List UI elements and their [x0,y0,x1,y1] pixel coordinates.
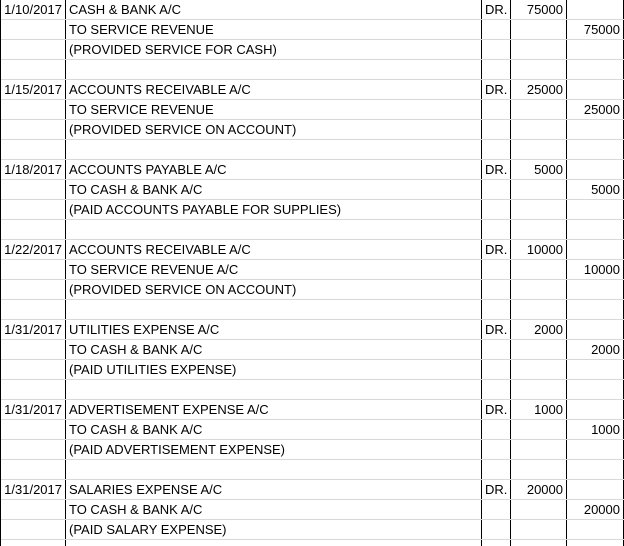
journal-row [1,100,624,120]
credit-amount-cell[interactable] [567,400,624,419]
date-cell[interactable] [1,460,66,479]
debit-amount-cell[interactable]: 2000 [511,320,567,339]
debit-amount-cell[interactable] [511,120,567,139]
debit-amount-cell[interactable]: 20000 [511,480,567,499]
dr-label-cell[interactable] [482,40,511,59]
date-cell[interactable]: 1/31/2017 [1,480,66,499]
journal-row [1,540,624,546]
date-cell[interactable]: 1/18/2017 [1,160,66,179]
date-cell[interactable] [1,280,66,299]
date-cell[interactable] [1,440,66,459]
dr-label-cell[interactable]: DR. [482,240,511,259]
journal-row [1,60,624,80]
journal-row [1,20,624,40]
credit-amount-cell[interactable] [567,360,624,379]
debit-amount-cell[interactable] [511,220,567,239]
journal-row [1,240,624,260]
date-cell[interactable] [1,540,66,546]
credit-amount-cell[interactable] [567,0,624,19]
dr-label-cell[interactable] [482,540,511,546]
debit-amount-cell[interactable] [511,260,567,279]
debit-amount-cell[interactable] [511,20,567,39]
debit-amount-cell[interactable] [511,540,567,546]
dr-label-cell[interactable]: DR. [482,400,511,419]
journal-row [1,380,624,400]
credit-amount-cell[interactable] [567,60,624,79]
journal-row [1,200,624,220]
journal-row [1,360,624,380]
dr-label-cell[interactable]: DR. [482,160,511,179]
description-cell[interactable]: TO SERVICE REVENUE A/C [66,260,482,279]
credit-amount-cell[interactable]: 25000 [567,100,624,119]
date-cell[interactable] [1,40,66,59]
journal-row [1,220,624,240]
description-cell[interactable] [66,380,482,399]
description-cell[interactable] [66,460,482,479]
dr-label-cell[interactable] [482,200,511,219]
description-cell[interactable]: UTILITIES EXPENSE A/C [66,320,482,339]
date-cell[interactable] [1,220,66,239]
journal-row [1,260,624,280]
debit-amount-cell[interactable] [511,420,567,439]
date-cell[interactable] [1,100,66,119]
description-cell[interactable]: (PAID ACCOUNTS PAYABLE FOR SUPPLIES) [66,200,482,219]
date-cell[interactable] [1,360,66,379]
date-cell[interactable]: 1/15/2017 [1,80,66,99]
dr-label-cell[interactable] [482,500,511,519]
credit-amount-cell[interactable] [567,480,624,499]
dr-label-cell[interactable] [482,520,511,539]
dr-label-cell[interactable] [482,420,511,439]
description-cell[interactable]: (PAID ADVERTISEMENT EXPENSE) [66,440,482,459]
dr-label-cell[interactable]: DR. [482,320,511,339]
credit-amount-cell[interactable] [567,40,624,59]
date-cell[interactable] [1,420,66,439]
description-cell[interactable] [66,140,482,159]
debit-amount-cell[interactable] [511,300,567,319]
dr-label-cell[interactable] [482,140,511,159]
description-cell[interactable] [66,300,482,319]
date-cell[interactable] [1,120,66,139]
description-cell[interactable]: (PROVIDED SERVICE FOR CASH) [66,40,482,59]
dr-label-cell[interactable] [482,380,511,399]
dr-label-cell[interactable] [482,120,511,139]
debit-amount-cell[interactable] [511,60,567,79]
dr-label-cell[interactable]: DR. [482,80,511,99]
description-cell[interactable]: ADVERTISEMENT EXPENSE A/C [66,400,482,419]
credit-amount-cell[interactable] [567,460,624,479]
date-cell[interactable] [1,380,66,399]
description-cell[interactable]: (PROVIDED SERVICE ON ACCOUNT) [66,280,482,299]
journal-row [1,400,624,420]
credit-amount-cell[interactable] [567,80,624,99]
journal-row [1,120,624,140]
credit-amount-cell[interactable]: 20000 [567,500,624,519]
date-cell[interactable] [1,140,66,159]
journal-row [1,480,624,500]
debit-amount-cell[interactable]: 25000 [511,80,567,99]
debit-amount-cell[interactable] [511,100,567,119]
dr-label-cell[interactable] [482,180,511,199]
date-cell[interactable] [1,340,66,359]
description-cell[interactable]: TO CASH & BANK A/C [66,420,482,439]
dr-label-cell[interactable] [482,460,511,479]
credit-amount-cell[interactable] [567,280,624,299]
description-cell[interactable] [66,220,482,239]
dr-label-cell[interactable] [482,20,511,39]
dr-label-cell[interactable] [482,220,511,239]
debit-amount-cell[interactable] [511,200,567,219]
journal-row [1,180,624,200]
credit-amount-cell[interactable] [567,440,624,459]
dr-label-cell[interactable] [482,280,511,299]
journal-row [1,500,624,520]
description-cell[interactable]: ACCOUNTS PAYABLE A/C [66,160,482,179]
journal-row [1,340,624,360]
journal-row [1,320,624,340]
credit-amount-cell[interactable] [567,200,624,219]
debit-amount-cell[interactable]: 75000 [511,0,567,19]
date-cell[interactable]: 1/31/2017 [1,400,66,419]
dr-label-cell[interactable] [482,100,511,119]
debit-amount-cell[interactable]: 1000 [511,400,567,419]
date-cell[interactable] [1,60,66,79]
date-cell[interactable] [1,520,66,539]
date-cell[interactable] [1,300,66,319]
debit-amount-cell[interactable] [511,520,567,539]
journal-row [1,440,624,460]
dr-label-cell[interactable] [482,440,511,459]
debit-amount-cell[interactable] [511,380,567,399]
credit-amount-cell[interactable] [567,240,624,259]
debit-amount-cell[interactable] [511,460,567,479]
date-cell[interactable]: 1/10/2017 [1,0,66,19]
dr-label-cell[interactable]: DR. [482,0,511,19]
journal-row [1,80,624,100]
description-cell[interactable]: TO CASH & BANK A/C [66,500,482,519]
credit-amount-cell[interactable] [567,520,624,539]
credit-amount-cell[interactable] [567,120,624,139]
description-cell[interactable]: (PROVIDED SERVICE ON ACCOUNT) [66,120,482,139]
credit-amount-cell[interactable] [567,380,624,399]
debit-amount-cell[interactable] [511,40,567,59]
credit-amount-cell[interactable] [567,320,624,339]
journal-row [1,280,624,300]
journal-row [1,520,624,540]
description-cell[interactable] [66,60,482,79]
debit-amount-cell[interactable] [511,360,567,379]
description-cell[interactable]: ACCOUNTS RECEIVABLE A/C [66,240,482,259]
dr-label-cell[interactable] [482,260,511,279]
date-cell[interactable] [1,180,66,199]
debit-amount-cell[interactable] [511,500,567,519]
credit-amount-cell[interactable] [567,220,624,239]
credit-amount-cell[interactable]: 10000 [567,260,624,279]
journal-row [1,160,624,180]
dr-label-cell[interactable] [482,300,511,319]
dr-label-cell[interactable] [482,340,511,359]
dr-label-cell[interactable]: DR. [482,480,511,499]
description-cell[interactable] [66,540,482,546]
description-cell[interactable]: TO SERVICE REVENUE [66,100,482,119]
credit-amount-cell[interactable] [567,540,624,546]
description-cell[interactable]: (PAID SALARY EXPENSE) [66,520,482,539]
debit-amount-cell[interactable]: 10000 [511,240,567,259]
debit-amount-cell[interactable] [511,340,567,359]
date-cell[interactable] [1,260,66,279]
date-cell[interactable] [1,500,66,519]
description-cell[interactable]: (PAID UTILITIES EXPENSE) [66,360,482,379]
description-cell[interactable]: ACCOUNTS RECEIVABLE A/C [66,80,482,99]
date-cell[interactable] [1,200,66,219]
journal-row [1,40,624,60]
date-cell[interactable]: 1/22/2017 [1,240,66,259]
date-cell[interactable]: 1/31/2017 [1,320,66,339]
journal-row [1,300,624,320]
journal-row [1,140,624,160]
journal-row [1,460,624,480]
credit-amount-cell[interactable]: 1000 [567,420,624,439]
description-cell[interactable]: CASH & BANK A/C [66,0,482,19]
journal-grid [1,0,624,546]
debit-amount-cell[interactable] [511,140,567,159]
dr-label-cell[interactable] [482,360,511,379]
debit-amount-cell[interactable]: 5000 [511,160,567,179]
credit-amount-cell[interactable] [567,300,624,319]
description-cell[interactable]: TO CASH & BANK A/C [66,340,482,359]
dr-label-cell[interactable] [482,60,511,79]
credit-amount-cell[interactable] [567,140,624,159]
debit-amount-cell[interactable] [511,180,567,199]
credit-amount-cell[interactable]: 2000 [567,340,624,359]
credit-amount-cell[interactable]: 75000 [567,20,624,39]
credit-amount-cell[interactable]: 5000 [567,180,624,199]
date-cell[interactable] [1,20,66,39]
journal-row [1,420,624,440]
debit-amount-cell[interactable] [511,440,567,459]
description-cell[interactable]: SALARIES EXPENSE A/C [66,480,482,499]
description-cell[interactable]: TO CASH & BANK A/C [66,180,482,199]
journal-row [1,0,624,20]
credit-amount-cell[interactable] [567,160,624,179]
description-cell[interactable]: TO SERVICE REVENUE [66,20,482,39]
debit-amount-cell[interactable] [511,280,567,299]
